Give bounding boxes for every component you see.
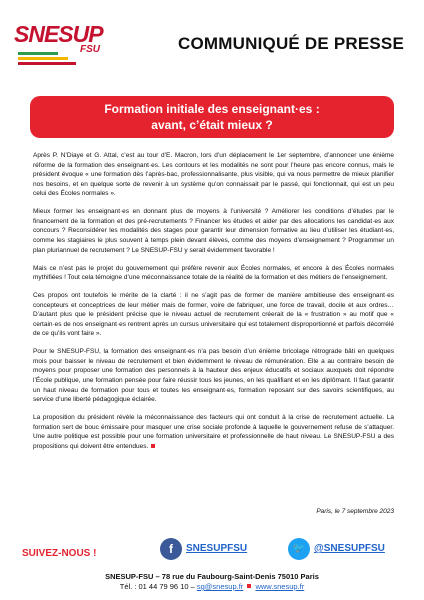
paragraph-4: Ces propos ont toutefois le mérite de la clarté : il ne s’agit pas de former de manière ambitieuse des enseignant·es concepteurs et conceptrices de leur métier mais de former, voire de fabriquer, une force de travail, docile et aux ordres… D’autant plus que le président précise que le niveau actuel de recrutement créerait de la « frustration » au motif que « certain·es de nos enseignant·es rentrent après un cursus universitaire qui est totalement disproportionné et parfois décorrélé de ce qu’ils vont faire ».: [33, 292, 394, 338]
follow-us-label: SUIVEZ-NOUS !: [22, 548, 97, 559]
paragraph-5: Pour le SNESUP-FSU, la formation des enseignant·es n’a pas besoin d’un énième bricolage rétrograde bâti en quelques mois pour baisser le niveau de recrutement et bien évidemment le niveau de rémunération. Elle a au contraire besoin de moyens pour proposer une formation des personnels à la hauteur des enjeux éducatifs et sociaux auxquels doit répondre l’École publique, une formation pensée pour faire réussir tous les jeunes, en les qualifiant et en les diplômant. Il faut garantir un haut niveau de formation pour tous et toutes les enseignant·es, formation reposant sur des savoirs scientifiques, au service d’une liberté pédagogique éclairée.: [33, 348, 394, 404]
footer: [0, 572, 424, 592]
logo-stripe-red: [18, 62, 76, 65]
headline-line-2: avant, c’était mieux ?: [151, 118, 273, 132]
paragraph-3: Mais ce n’est pas le projet du gouvernement qui préfère revenir aux Écoles normales, et encore à des Écoles normales mythifiées ! Tout cela témoigne d’une méconnaissance totale de la réalité de la formation et des métiers de l’enseignement.: [33, 264, 394, 282]
press-release-body: [33, 151, 394, 460]
facebook-handle[interactable]: SNESUPFSU: [186, 543, 248, 554]
twitter-handle[interactable]: @SNESUPFSU: [314, 543, 385, 554]
logo-text: SNESUP: [14, 21, 103, 47]
facebook-icon: f: [160, 538, 182, 560]
footer-phone: Tél. : 01 44 79 96 10 –: [119, 582, 195, 591]
paragraph-2: Mieux former les enseignant·es en donnant plus de moyens à l’université ? Améliorer les conditions d’études par le financement de la formation et des pré-recrutements ? Financer les études et aider par des allocations les candidat·es aux concours ? Reconsidérer les modalités des stages pour garantir leur dimension formative au lieu d’utiliser les étudiant·es, comme les stagiaires le plus souvent à temps plein devant élèves, comme des moyens d’enseignement ? Programmer un plan pluriannuel de recrutement ? Le SNESUP-FSU y serait évidemment favorable !: [33, 208, 394, 254]
snesup-logo: [14, 21, 103, 70]
logo-subtext: FSU: [80, 44, 100, 55]
logo-stripe-green: [18, 52, 58, 55]
paragraph-6: [33, 413, 394, 451]
paragraph-1: Après P. N’Diaye et G. Attal, c’est au tour d’E. Macron, lors d’un déplacement le 1er septembre, d’annoncer une énième réforme de la formation des enseignant·es. Les contours et les modalités ne sont pour l’heure pas encore connus, mais le président évoque « une formation dès l’après-bac, professionnalisante, plus visible, qui va nous permettre de mieux planifier nos besoins, et en quelque sorte de revenir à un système qu’on connaissait par le passé, qui fonctionnait, qui est un peu celui des Écoles normales ».: [33, 152, 394, 198]
twitter-icon: 🐦: [288, 538, 310, 560]
page-title: COMMUNIQUÉ DE PRESSE: [178, 34, 404, 53]
headline-banner: [30, 96, 394, 138]
paragraph-6-text: La proposition du président révèle la méconnaissance des facteurs qui ont conduit à la crise de recrutement actuelle. La formation sert de bouc émissaire pour masquer une crise sociale profonde à laquelle le gouvernement refuse de s’attaquer. Une autre politique est possible pour une formation universitaire et professionnelle de haut niveau. Le SNESUP-FSU a des propositions qui doivent être entendues.: [33, 414, 394, 450]
logo-stripe-yellow: [18, 57, 68, 60]
end-square-icon: [151, 444, 155, 448]
separator-square-icon: [247, 584, 251, 588]
footer-email-link[interactable]: sg@snesup.fr: [196, 582, 244, 591]
footer-website-link[interactable]: www.snesup.fr: [255, 582, 305, 591]
headline-line-1: Formation initiale des enseignant·es :: [104, 102, 320, 116]
footer-contact: [0, 582, 424, 592]
footer-address: SNESUP-FSU – 78 rue du Faubourg-Saint-Denis 75010 Paris: [105, 572, 319, 581]
release-date: Paris, le 7 septembre 2023: [316, 508, 394, 515]
